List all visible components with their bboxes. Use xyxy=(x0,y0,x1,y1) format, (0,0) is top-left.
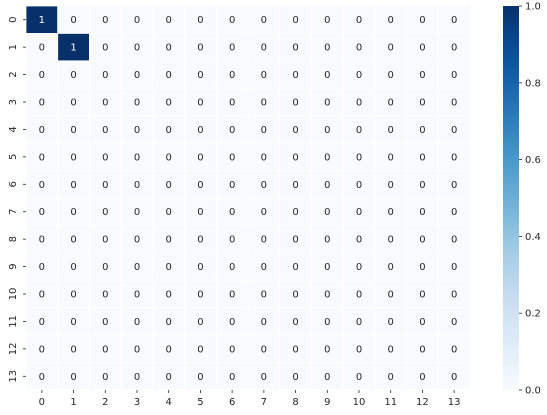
cell-label-r7-c6: 0 xyxy=(228,207,236,219)
cell-label-r13-c4: 0 xyxy=(165,371,172,383)
cell-label-r13-c12: 0 xyxy=(419,371,426,383)
cell-label-r8-c13: 0 xyxy=(450,234,458,246)
cell-label-r13-c1: 0 xyxy=(70,371,77,383)
cell-label-r2-c0: 0 xyxy=(38,70,46,82)
cell-label-r13-c11: 0 xyxy=(387,371,394,383)
cell-label-r5-c13: 0 xyxy=(450,152,458,164)
cell-label-r5-c11: 0 xyxy=(387,152,394,164)
y-axis-ticks xyxy=(8,17,26,383)
x-tick-label-12: 12 xyxy=(416,397,429,408)
cell-label-r1-c2: 0 xyxy=(102,42,109,54)
cell-label-r3-c9: 0 xyxy=(324,97,331,109)
cell-label-r4-c6: 0 xyxy=(228,124,236,136)
cell-label-r5-c10: 0 xyxy=(355,152,363,164)
heatmap-cells xyxy=(26,6,470,390)
cell-label-r5-c5: 0 xyxy=(197,152,204,164)
cell-label-r7-c5: 0 xyxy=(197,207,204,219)
cell-label-r7-c2: 0 xyxy=(102,207,109,219)
cell-label-r3-c12: 0 xyxy=(419,97,426,109)
cell-label-r13-c6: 0 xyxy=(228,371,236,383)
cell-label-r2-c10: 0 xyxy=(355,70,363,82)
cell-label-r10-c12: 0 xyxy=(419,289,426,301)
cell-label-r5-c0: 0 xyxy=(38,152,46,164)
cell-label-r0-c4: 0 xyxy=(165,15,172,27)
cell-label-r0-c11: 0 xyxy=(387,15,394,27)
cell-label-r11-c1: 0 xyxy=(70,316,77,328)
cell-label-r7-c0: 0 xyxy=(38,207,46,219)
cell-label-r10-c9: 0 xyxy=(324,289,331,301)
cell-label-r0-c5: 0 xyxy=(197,15,204,27)
cell-label-r11-c11: 0 xyxy=(387,316,394,328)
y-tick-label-3: 3 xyxy=(8,98,19,106)
cell-label-r13-c9: 0 xyxy=(324,371,331,383)
cell-label-r13-c10: 0 xyxy=(355,371,363,383)
cell-label-r6-c3: 0 xyxy=(133,179,141,191)
y-tick-label-7: 7 xyxy=(8,208,19,215)
cell-label-r2-c2: 0 xyxy=(102,70,109,82)
cell-label-r12-c10: 0 xyxy=(355,344,363,356)
cell-label-r7-c7: 0 xyxy=(260,207,268,219)
cell-label-r6-c7: 0 xyxy=(260,179,268,191)
cell-label-r4-c1: 0 xyxy=(70,124,77,136)
cell-label-r1-c6: 0 xyxy=(228,42,236,54)
cell-label-r13-c0: 0 xyxy=(38,371,46,383)
cell-label-r9-c7: 0 xyxy=(260,262,268,274)
cell-label-r11-c10: 0 xyxy=(355,316,363,328)
cell-label-r11-c9: 0 xyxy=(324,316,331,328)
cell-label-r10-c13: 0 xyxy=(450,289,458,301)
cell-label-r10-c1: 0 xyxy=(70,289,77,301)
y-tick-label-8: 8 xyxy=(8,235,19,243)
cell-label-r11-c12: 0 xyxy=(419,316,426,328)
cell-label-r6-c10: 0 xyxy=(355,179,363,191)
cell-label-r2-c3: 0 xyxy=(133,70,141,82)
cell-label-r8-c7: 0 xyxy=(260,234,268,246)
cell-label-r8-c6: 0 xyxy=(228,234,236,246)
cell-label-r0-c2: 0 xyxy=(102,15,109,27)
colorbar-tick-label-1: 0.2 xyxy=(525,308,541,320)
cell-label-r4-c4: 0 xyxy=(165,124,172,136)
cell-label-r11-c8: 0 xyxy=(292,316,299,328)
cell-label-r9-c3: 0 xyxy=(133,262,141,274)
cell-label-r10-c11: 0 xyxy=(387,289,394,301)
cell-label-r0-c6: 0 xyxy=(228,15,236,27)
x-tick-label-1: 1 xyxy=(70,397,77,408)
cell-label-r1-c7: 0 xyxy=(260,42,268,54)
cell-label-r9-c0: 0 xyxy=(38,262,46,274)
cell-label-r5-c3: 0 xyxy=(133,152,141,164)
cell-label-r1-c3: 0 xyxy=(133,42,141,54)
cell-label-r0-c0: 1 xyxy=(38,15,46,27)
colorbar-tick-label-0: 0.0 xyxy=(525,385,541,397)
cell-label-r13-c5: 0 xyxy=(197,371,204,383)
cell-label-r3-c2: 0 xyxy=(102,97,109,109)
cell-label-r7-c12: 0 xyxy=(419,207,426,219)
cell-label-r7-c1: 0 xyxy=(70,207,77,219)
cell-label-r12-c13: 0 xyxy=(450,344,458,356)
cell-label-r0-c13: 0 xyxy=(450,15,458,27)
x-tick-label-5: 5 xyxy=(197,397,204,408)
y-tick-label-0: 0 xyxy=(8,16,19,23)
cell-label-r3-c11: 0 xyxy=(387,97,394,109)
cell-label-r11-c5: 0 xyxy=(197,316,204,328)
cell-label-r1-c1: 1 xyxy=(70,42,77,54)
cell-label-r2-c6: 0 xyxy=(228,70,236,82)
cell-label-r4-c2: 0 xyxy=(102,124,109,136)
x-axis-ticks xyxy=(39,390,461,408)
cell-label-r4-c7: 0 xyxy=(260,124,268,136)
cell-label-r6-c2: 0 xyxy=(102,179,109,191)
cell-label-r4-c8: 0 xyxy=(292,124,299,136)
cell-label-r4-c0: 0 xyxy=(38,124,46,136)
cell-label-r9-c13: 0 xyxy=(450,262,458,274)
cell-label-r7-c3: 0 xyxy=(133,207,141,219)
cell-label-r9-c12: 0 xyxy=(419,262,426,274)
x-tick-label-9: 9 xyxy=(324,397,331,408)
cell-label-r0-c3: 0 xyxy=(133,15,141,27)
cell-label-r13-c8: 0 xyxy=(292,371,299,383)
cell-label-r9-c8: 0 xyxy=(292,262,299,274)
x-tick-label-13: 13 xyxy=(447,397,461,408)
cell-label-r4-c10: 0 xyxy=(355,124,363,136)
cell-label-r3-c4: 0 xyxy=(165,97,172,109)
cell-label-r0-c10: 0 xyxy=(355,15,363,27)
cell-label-r5-c2: 0 xyxy=(102,152,109,164)
cell-label-r3-c3: 0 xyxy=(133,97,141,109)
cell-label-r2-c11: 0 xyxy=(387,70,394,82)
cell-label-r9-c11: 0 xyxy=(387,262,394,274)
cell-label-r8-c2: 0 xyxy=(102,234,109,246)
x-tick-label-2: 2 xyxy=(102,397,109,408)
cell-label-r10-c4: 0 xyxy=(165,289,172,301)
cell-label-r5-c7: 0 xyxy=(260,152,268,164)
cell-label-r13-c13: 0 xyxy=(450,371,458,383)
cell-label-r12-c9: 0 xyxy=(324,344,331,356)
cell-label-r8-c9: 0 xyxy=(324,234,331,246)
cell-label-r11-c7: 0 xyxy=(260,316,268,328)
cell-label-r13-c3: 0 xyxy=(133,371,141,383)
cell-label-r2-c1: 0 xyxy=(70,70,77,82)
colorbar xyxy=(503,2,541,397)
cell-label-r0-c12: 0 xyxy=(419,15,426,27)
cell-label-r0-c7: 0 xyxy=(260,15,268,27)
cell-label-r2-c9: 0 xyxy=(324,70,331,82)
colorbar-tick-label-4: 0.8 xyxy=(525,78,541,90)
cell-label-r12-c6: 0 xyxy=(228,344,236,356)
x-tick-label-0: 0 xyxy=(38,397,46,408)
cell-label-r12-c11: 0 xyxy=(387,344,394,356)
cell-label-r12-c5: 0 xyxy=(197,344,204,356)
cell-label-r12-c1: 0 xyxy=(70,344,77,356)
cell-label-r10-c5: 0 xyxy=(197,289,204,301)
cell-label-r4-c11: 0 xyxy=(387,124,394,136)
cell-label-r8-c3: 0 xyxy=(133,234,141,246)
y-tick-label-10: 10 xyxy=(8,287,19,301)
cell-label-r9-c1: 0 xyxy=(70,262,77,274)
cell-label-r7-c4: 0 xyxy=(165,207,172,219)
cell-label-r9-c5: 0 xyxy=(197,262,204,274)
cell-label-r13-c2: 0 xyxy=(102,371,109,383)
y-tick-label-1: 1 xyxy=(8,43,19,51)
cell-label-r11-c0: 0 xyxy=(38,316,46,328)
cell-label-r1-c4: 0 xyxy=(165,42,172,54)
cell-label-r10-c6: 0 xyxy=(228,289,236,301)
x-tick-label-8: 8 xyxy=(292,397,299,408)
cell-label-r1-c12: 0 xyxy=(419,42,426,54)
colorbar-tick-label-5: 1.0 xyxy=(525,1,541,13)
cell-label-r3-c0: 0 xyxy=(38,97,46,109)
cell-label-r7-c10: 0 xyxy=(355,207,363,219)
cell-label-r6-c5: 0 xyxy=(197,179,204,191)
cell-label-r5-c1: 0 xyxy=(70,152,77,164)
cell-label-r8-c5: 0 xyxy=(197,234,204,246)
cell-label-r6-c8: 0 xyxy=(292,179,299,191)
cell-label-r11-c13: 0 xyxy=(450,316,458,328)
cell-label-r11-c3: 0 xyxy=(133,316,141,328)
cell-label-r13-c7: 0 xyxy=(260,371,268,383)
colorbar-tick-label-2: 0.4 xyxy=(525,231,541,243)
cell-label-r6-c4: 0 xyxy=(165,179,172,191)
cell-label-r1-c10: 0 xyxy=(355,42,363,54)
cell-label-r12-c2: 0 xyxy=(102,344,109,356)
cell-label-r0-c8: 0 xyxy=(292,15,299,27)
cell-label-r4-c13: 0 xyxy=(450,124,458,136)
cell-label-r6-c13: 0 xyxy=(450,179,458,191)
cell-label-r3-c13: 0 xyxy=(450,97,458,109)
cell-label-r5-c9: 0 xyxy=(324,152,331,164)
cell-label-r12-c8: 0 xyxy=(292,344,299,356)
cell-label-r7-c9: 0 xyxy=(324,207,331,219)
cell-label-r8-c10: 0 xyxy=(355,234,363,246)
cell-label-r11-c6: 0 xyxy=(228,316,236,328)
cell-label-r6-c9: 0 xyxy=(324,179,331,191)
cell-label-r6-c6: 0 xyxy=(228,179,236,191)
cell-label-r0-c1: 0 xyxy=(70,15,77,27)
cell-label-r8-c12: 0 xyxy=(419,234,426,246)
x-tick-label-7: 7 xyxy=(260,397,268,408)
cell-label-r12-c3: 0 xyxy=(133,344,141,356)
cell-label-r4-c5: 0 xyxy=(197,124,204,136)
cell-label-r5-c12: 0 xyxy=(419,152,426,164)
cell-label-r10-c3: 0 xyxy=(133,289,141,301)
cell-label-r9-c10: 0 xyxy=(355,262,363,274)
cell-label-r6-c12: 0 xyxy=(419,179,426,191)
cell-label-r5-c8: 0 xyxy=(292,152,299,164)
cell-label-r11-c4: 0 xyxy=(165,316,172,328)
cell-label-r6-c0: 0 xyxy=(38,179,46,191)
cell-label-r5-c6: 0 xyxy=(228,152,236,164)
cell-label-r2-c7: 0 xyxy=(260,70,268,82)
y-tick-label-13: 13 xyxy=(8,369,19,383)
cell-label-r1-c13: 0 xyxy=(450,42,458,54)
cell-label-r4-c12: 0 xyxy=(419,124,426,136)
cell-label-r2-c4: 0 xyxy=(165,70,172,82)
cell-label-r8-c0: 0 xyxy=(38,234,46,246)
cell-label-r2-c8: 0 xyxy=(292,70,299,82)
y-tick-label-12: 12 xyxy=(8,342,19,356)
cell-label-r12-c0: 0 xyxy=(38,344,46,356)
cell-label-r2-c5: 0 xyxy=(197,70,204,82)
cell-label-r3-c7: 0 xyxy=(260,97,268,109)
cell-label-r10-c7: 0 xyxy=(260,289,268,301)
cell-label-r5-c4: 0 xyxy=(165,152,172,164)
cell-label-r8-c11: 0 xyxy=(387,234,394,246)
cell-label-r6-c1: 0 xyxy=(70,179,77,191)
cell-label-r1-c9: 0 xyxy=(324,42,331,54)
cell-label-r9-c6: 0 xyxy=(228,262,236,274)
y-tick-label-2: 2 xyxy=(8,71,19,78)
cell-label-r12-c4: 0 xyxy=(165,344,172,356)
cell-label-r7-c11: 0 xyxy=(387,207,394,219)
cell-label-r4-c3: 0 xyxy=(133,124,141,136)
cell-label-r10-c8: 0 xyxy=(292,289,299,301)
cell-label-r1-c0: 0 xyxy=(38,42,46,54)
cell-label-r3-c6: 0 xyxy=(228,97,236,109)
y-tick-label-9: 9 xyxy=(8,263,19,270)
cell-label-r1-c11: 0 xyxy=(387,42,394,54)
cell-label-r10-c2: 0 xyxy=(102,289,109,301)
cell-label-r8-c8: 0 xyxy=(292,234,299,246)
y-tick-label-4: 4 xyxy=(8,126,19,133)
cell-label-r9-c4: 0 xyxy=(165,262,172,274)
cell-label-r8-c4: 0 xyxy=(165,234,172,246)
y-tick-label-11: 11 xyxy=(8,315,19,328)
cell-label-r3-c10: 0 xyxy=(355,97,363,109)
cell-label-r2-c13: 0 xyxy=(450,70,458,82)
x-tick-label-6: 6 xyxy=(228,397,236,408)
cell-label-r10-c0: 0 xyxy=(38,289,46,301)
x-tick-label-11: 11 xyxy=(384,397,398,408)
x-tick-label-10: 10 xyxy=(352,397,366,408)
x-tick-label-3: 3 xyxy=(133,397,141,408)
cell-label-r0-c9: 0 xyxy=(324,15,331,27)
cell-label-r9-c2: 0 xyxy=(102,262,109,274)
cell-label-r6-c11: 0 xyxy=(387,179,394,191)
colorbar-tick-label-3: 0.6 xyxy=(525,155,541,167)
cell-label-r3-c1: 0 xyxy=(70,97,77,109)
cell-label-r7-c13: 0 xyxy=(450,207,458,219)
cell-label-r10-c10: 0 xyxy=(355,289,363,301)
cell-label-r7-c8: 0 xyxy=(292,207,299,219)
cell-label-r8-c1: 0 xyxy=(70,234,77,246)
cell-label-r11-c2: 0 xyxy=(102,316,109,328)
cell-label-r1-c8: 0 xyxy=(292,42,299,54)
cell-label-r3-c5: 0 xyxy=(197,97,204,109)
x-tick-label-4: 4 xyxy=(165,397,172,408)
y-tick-label-5: 5 xyxy=(8,153,19,161)
cell-label-r9-c9: 0 xyxy=(324,262,331,274)
cell-label-r1-c5: 0 xyxy=(197,42,204,54)
cell-label-r12-c7: 0 xyxy=(260,344,268,356)
cell-label-r4-c9: 0 xyxy=(324,124,331,136)
cell-label-r2-c12: 0 xyxy=(419,70,426,82)
colorbar-gradient xyxy=(503,6,519,390)
y-tick-label-6: 6 xyxy=(8,181,19,188)
cell-label-r12-c12: 0 xyxy=(419,344,426,356)
cell-label-r3-c8: 0 xyxy=(292,97,299,109)
